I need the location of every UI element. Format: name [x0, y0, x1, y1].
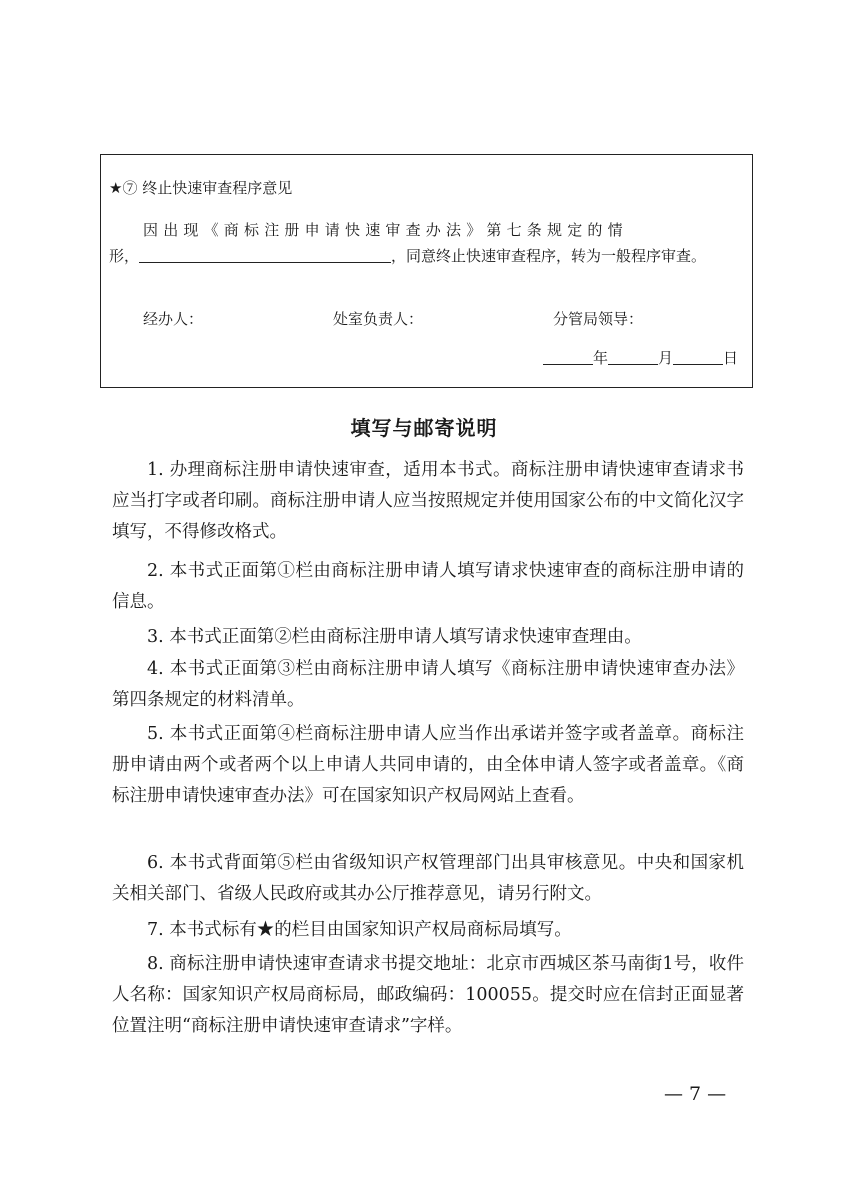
day-blank-field[interactable]: [673, 350, 723, 365]
month-blank-field[interactable]: [608, 350, 658, 365]
instruction-item-4: 4. 本书式正面第③栏由商标注册申请人填写《商标注册申请快速审查办法》第四条规定的材料清单。: [112, 659, 744, 710]
month-label: 月: [658, 349, 674, 367]
handler-label: 经办人：: [143, 310, 204, 328]
instruction-item-8: 8. 商标注册申请快速审查请求书提交地址：北京市西城区茶马南街1号，收件人名称：国家知识产权局商标局，邮政编码：100055。提交时应在信封正面显著位置注明“商标注册申请快速审查请求”字样。: [112, 954, 744, 1036]
instruction-item-2: 2. 本书式正面第①栏由商标注册申请人填写请求快速审查的商标注册申请的信息。: [112, 561, 744, 612]
date-row: [543, 347, 738, 368]
instruction-item-1: 1. 办理商标注册申请快速审查，适用本书式。商标注册申请快速审查请求书应当打字或者印刷。商标注册申请人应当按照规定并使用国家公布的中文简化汉字填写，不得修改格式。: [112, 460, 744, 542]
year-label: 年: [593, 349, 609, 367]
office-head-label: 处室负责人：: [333, 310, 424, 328]
termination-text-line2: [109, 245, 706, 266]
instruction-item-3: 3. 本书式正面第②栏由商标注册申请人填写请求快速审查理由。: [147, 627, 642, 647]
day-label: 日: [723, 349, 739, 367]
instruction-item-7: 7. 本书式标有★的栏目由国家知识产权局商标局填写。: [147, 920, 572, 940]
termination-opinion-box: [100, 154, 753, 388]
star-icon: ★: [109, 179, 123, 197]
instruction-item-6: 6. 本书式背面第⑤栏由省级知识产权管理部门出具审核意见。中央和国家机关相关部门、省级人民政府或其办公厅推荐意见，请另行附文。: [112, 853, 744, 904]
reason-blank-field[interactable]: [139, 248, 391, 263]
termination-heading: [109, 177, 292, 198]
termination-heading-text: ⑦ 终止快速审查程序意见: [122, 179, 293, 197]
instructions-title: 填写与邮寄说明: [350, 416, 498, 440]
page-number: — 7 —: [664, 1083, 727, 1105]
termination-text-line1: 因出现《商标注册申请快速审查办法》第七条规定的情: [143, 221, 628, 239]
year-blank-field[interactable]: [543, 350, 593, 365]
instruction-item-5: 5. 本书式正面第④栏商标注册申请人应当作出承诺并签字或者盖章。商标注册申请由两个或者两个以上申请人共同申请的，由全体申请人签字或者盖章。《商标注册申请快速审查办法》可在国家知识产权局网站上查看。: [112, 724, 744, 806]
line2-suffix: ，同意终止快速审查程序，转为一般程序审查。: [391, 247, 707, 265]
branch-leader-label: 分管局领导：: [553, 310, 644, 328]
line2-prefix: 形，: [109, 247, 140, 265]
